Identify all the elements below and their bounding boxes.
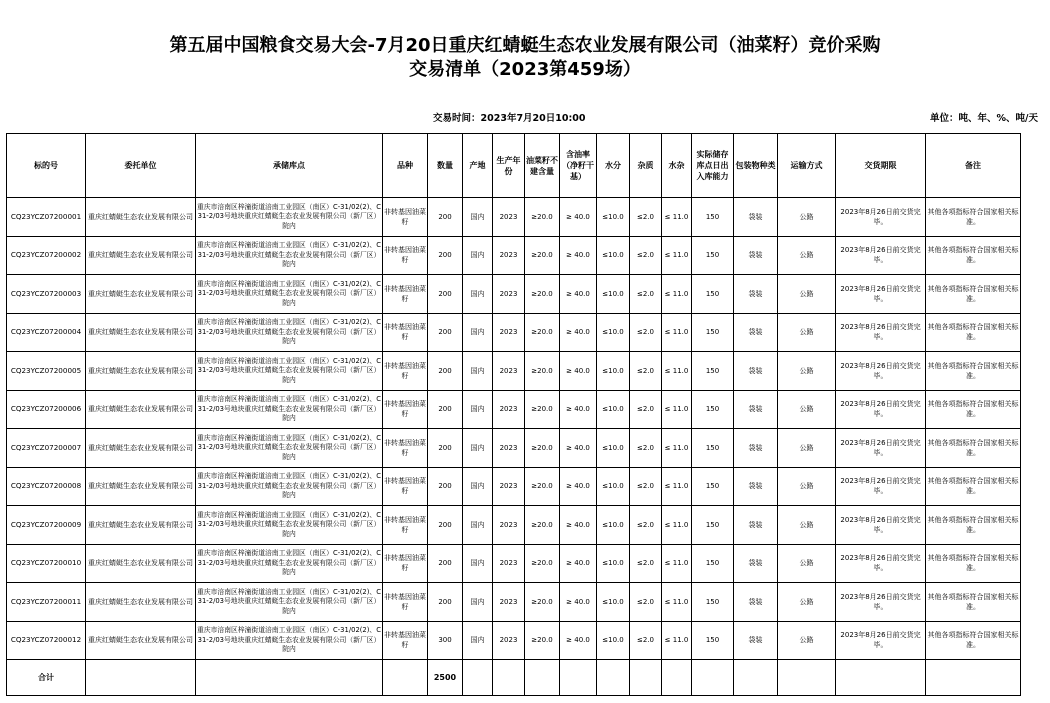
packaging-cell: 袋装: [734, 429, 778, 468]
packaging-cell: 袋装: [734, 390, 778, 429]
moisture-cell: ≤10.0: [597, 467, 630, 506]
lot-id-cell: CQ23YCZ07200003: [7, 275, 86, 314]
lot-id-cell: CQ23YCZ07200009: [7, 506, 86, 545]
variety-cell: 非转基因油菜籽: [383, 352, 428, 391]
table-row: [7, 467, 1021, 506]
qty-cell: 200: [428, 467, 463, 506]
moisture-cell: ≤10.0: [597, 621, 630, 660]
capacity-cell: 150: [692, 506, 734, 545]
impurity-cell: ≤2.0: [630, 313, 662, 352]
variety-cell: 非转基因油菜籽: [383, 236, 428, 275]
packaging-cell: 袋装: [734, 352, 778, 391]
erucic-cell: ≥20.0: [525, 390, 560, 429]
location-cell: 重庆市涪南区梓潼街道涪南工业园区（南区）C-31/02(2)、C31-2/03号地块重庆红蜻蜓生态农业发展有限公司（新厂区）院内: [196, 198, 383, 237]
erucic-cell: ≥20.0: [525, 236, 560, 275]
table-row: [7, 583, 1021, 622]
year-cell: 2023: [493, 198, 525, 237]
oil-content-cell: ≥ 40.0: [560, 313, 597, 352]
qty-cell: 300: [428, 621, 463, 660]
total-label: 合计: [7, 660, 86, 696]
transport-cell: 公路: [778, 275, 836, 314]
lot-id-cell: CQ23YCZ07200004: [7, 313, 86, 352]
origin-cell: 国内: [463, 236, 493, 275]
table-row: [7, 275, 1021, 314]
column-header: 水杂: [662, 134, 692, 198]
impurity-cell: ≤2.0: [630, 429, 662, 468]
year-cell: 2023: [493, 506, 525, 545]
empty-cell: [662, 660, 692, 696]
column-header: 运输方式: [778, 134, 836, 198]
packaging-cell: 袋装: [734, 313, 778, 352]
oil-content-cell: ≥ 40.0: [560, 275, 597, 314]
qty-cell: 200: [428, 544, 463, 583]
remark-cell: 其他各项指标符合国家相关标准。: [926, 621, 1021, 660]
client-cell: 重庆红蜻蜓生态农业发展有限公司: [86, 390, 196, 429]
qty-cell: 200: [428, 275, 463, 314]
deadline-cell: 2023年8月26日前交货完毕。: [836, 506, 926, 545]
remark-cell: 其他各项指标符合国家相关标准。: [926, 583, 1021, 622]
variety-cell: 非转基因油菜籽: [383, 506, 428, 545]
title-line-1: 第五届中国粮食交易大会-7月20日重庆红蜻蜓生态农业发展有限公司（油菜籽）竞价采购: [169, 35, 881, 56]
moisture-cell: ≤10.0: [597, 352, 630, 391]
column-header: 包装物种类: [734, 134, 778, 198]
impurity-cell: ≤2.0: [630, 583, 662, 622]
variety-cell: 非转基因油菜籽: [383, 198, 428, 237]
transport-cell: 公路: [778, 544, 836, 583]
unit-label: 单位：吨、年、%、吨/天: [930, 113, 1038, 124]
table-row: [7, 390, 1021, 429]
total-row: [7, 660, 1021, 696]
deadline-cell: 2023年8月26日前交货完毕。: [836, 583, 926, 622]
location-cell: 重庆市涪南区梓潼街道涪南工业园区（南区）C-31/02(2)、C31-2/03号地块重庆红蜻蜓生态农业发展有限公司（新厂区）院内: [196, 429, 383, 468]
empty-cell: [630, 660, 662, 696]
qty-cell: 200: [428, 236, 463, 275]
packaging-cell: 袋装: [734, 275, 778, 314]
oil-content-cell: ≥ 40.0: [560, 236, 597, 275]
location-cell: 重庆市涪南区梓潼街道涪南工业园区（南区）C-31/02(2)、C31-2/03号地块重庆红蜻蜓生态农业发展有限公司（新厂区）院内: [196, 390, 383, 429]
year-cell: 2023: [493, 544, 525, 583]
empty-cell: [86, 660, 196, 696]
total-qty: 2500: [428, 660, 463, 696]
column-header: 产地: [463, 134, 493, 198]
variety-cell: 非转基因油菜籽: [383, 313, 428, 352]
capacity-cell: 150: [692, 352, 734, 391]
capacity-cell: 150: [692, 198, 734, 237]
moisture-cell: ≤10.0: [597, 506, 630, 545]
empty-cell: [196, 660, 383, 696]
location-cell: 重庆市涪南区梓潼街道涪南工业园区（南区）C-31/02(2)、C31-2/03号地块重庆红蜻蜓生态农业发展有限公司（新厂区）院内: [196, 467, 383, 506]
transport-cell: 公路: [778, 467, 836, 506]
origin-cell: 国内: [463, 544, 493, 583]
origin-cell: 国内: [463, 429, 493, 468]
oil-content-cell: ≥ 40.0: [560, 583, 597, 622]
client-cell: 重庆红蜻蜓生态农业发展有限公司: [86, 313, 196, 352]
oil-content-cell: ≥ 40.0: [560, 544, 597, 583]
remark-cell: 其他各项指标符合国家相关标准。: [926, 198, 1021, 237]
capacity-cell: 150: [692, 236, 734, 275]
moisture-cell: ≤10.0: [597, 198, 630, 237]
packaging-cell: 袋装: [734, 506, 778, 545]
transport-cell: 公路: [778, 506, 836, 545]
location-cell: 重庆市涪南区梓潼街道涪南工业园区（南区）C-31/02(2)、C31-2/03号地块重庆红蜻蜓生态农业发展有限公司（新厂区）院内: [196, 313, 383, 352]
deadline-cell: 2023年8月26日前交货完毕。: [836, 313, 926, 352]
trade-table: [6, 133, 1021, 696]
impurity-cell: ≤2.0: [630, 198, 662, 237]
moisture-cell: ≤10.0: [597, 429, 630, 468]
client-cell: 重庆红蜻蜓生态农业发展有限公司: [86, 544, 196, 583]
transport-cell: 公路: [778, 621, 836, 660]
moisture-impurity-cell: ≤ 11.0: [662, 313, 692, 352]
impurity-cell: ≤2.0: [630, 544, 662, 583]
column-header: 杂质: [630, 134, 662, 198]
erucic-cell: ≥20.0: [525, 429, 560, 468]
deadline-cell: 2023年8月26日前交货完毕。: [836, 621, 926, 660]
deadline-cell: 2023年8月26日前交货完毕。: [836, 352, 926, 391]
year-cell: 2023: [493, 467, 525, 506]
lot-id-cell: CQ23YCZ07200007: [7, 429, 86, 468]
origin-cell: 国内: [463, 506, 493, 545]
column-header: 承储库点: [196, 134, 383, 198]
column-header: 实际储存库点日出入库能力: [692, 134, 734, 198]
qty-cell: 200: [428, 506, 463, 545]
impurity-cell: ≤2.0: [630, 390, 662, 429]
qty-cell: 200: [428, 198, 463, 237]
packaging-cell: 袋装: [734, 236, 778, 275]
packaging-cell: 袋装: [734, 544, 778, 583]
origin-cell: 国内: [463, 390, 493, 429]
moisture-cell: ≤10.0: [597, 313, 630, 352]
transport-cell: 公路: [778, 583, 836, 622]
erucic-cell: ≥20.0: [525, 352, 560, 391]
location-cell: 重庆市涪南区梓潼街道涪南工业园区（南区）C-31/02(2)、C31-2/03号地块重庆红蜻蜓生态农业发展有限公司（新厂区）院内: [196, 352, 383, 391]
remark-cell: 其他各项指标符合国家相关标准。: [926, 429, 1021, 468]
moisture-cell: ≤10.0: [597, 583, 630, 622]
column-header: 交货期限: [836, 134, 926, 198]
capacity-cell: 150: [692, 544, 734, 583]
page-title: [0, 34, 1050, 82]
impurity-cell: ≤2.0: [630, 352, 662, 391]
table-row: [7, 429, 1021, 468]
empty-cell: [597, 660, 630, 696]
packaging-cell: 袋装: [734, 198, 778, 237]
location-cell: 重庆市涪南区梓潼街道涪南工业园区（南区）C-31/02(2)、C31-2/03号地块重庆红蜻蜓生态农业发展有限公司（新厂区）院内: [196, 275, 383, 314]
variety-cell: 非转基因油菜籽: [383, 583, 428, 622]
deadline-cell: 2023年8月26日前交货完毕。: [836, 236, 926, 275]
transport-cell: 公路: [778, 313, 836, 352]
moisture-impurity-cell: ≤ 11.0: [662, 467, 692, 506]
lot-id-cell: CQ23YCZ07200008: [7, 467, 86, 506]
transport-cell: 公路: [778, 352, 836, 391]
year-cell: 2023: [493, 275, 525, 314]
packaging-cell: 袋装: [734, 467, 778, 506]
location-cell: 重庆市涪南区梓潼街道涪南工业园区（南区）C-31/02(2)、C31-2/03号地块重庆红蜻蜓生态农业发展有限公司（新厂区）院内: [196, 621, 383, 660]
location-cell: 重庆市涪南区梓潼街道涪南工业园区（南区）C-31/02(2)、C31-2/03号地块重庆红蜻蜓生态农业发展有限公司（新厂区）院内: [196, 544, 383, 583]
oil-content-cell: ≥ 40.0: [560, 352, 597, 391]
year-cell: 2023: [493, 313, 525, 352]
moisture-impurity-cell: ≤ 11.0: [662, 390, 692, 429]
empty-cell: [493, 660, 525, 696]
variety-cell: 非转基因油菜籽: [383, 544, 428, 583]
moisture-impurity-cell: ≤ 11.0: [662, 429, 692, 468]
variety-cell: 非转基因油菜籽: [383, 621, 428, 660]
variety-cell: 非转基因油菜籽: [383, 467, 428, 506]
remark-cell: 其他各项指标符合国家相关标准。: [926, 467, 1021, 506]
moisture-cell: ≤10.0: [597, 236, 630, 275]
table-row: [7, 198, 1021, 237]
lot-id-cell: CQ23YCZ07200002: [7, 236, 86, 275]
remark-cell: 其他各项指标符合国家相关标准。: [926, 236, 1021, 275]
moisture-impurity-cell: ≤ 11.0: [662, 506, 692, 545]
impurity-cell: ≤2.0: [630, 467, 662, 506]
empty-cell: [734, 660, 778, 696]
remark-cell: 其他各项指标符合国家相关标准。: [926, 313, 1021, 352]
erucic-cell: ≥20.0: [525, 313, 560, 352]
erucic-cell: ≥20.0: [525, 583, 560, 622]
packaging-cell: 袋装: [734, 621, 778, 660]
qty-cell: 200: [428, 313, 463, 352]
table-row: [7, 621, 1021, 660]
transport-cell: 公路: [778, 198, 836, 237]
empty-cell: [836, 660, 926, 696]
client-cell: 重庆红蜻蜓生态农业发展有限公司: [86, 275, 196, 314]
empty-cell: [778, 660, 836, 696]
capacity-cell: 150: [692, 390, 734, 429]
variety-cell: 非转基因油菜籽: [383, 275, 428, 314]
year-cell: 2023: [493, 429, 525, 468]
column-header: 生产年份: [493, 134, 525, 198]
deadline-cell: 2023年8月26日前交货完毕。: [836, 275, 926, 314]
moisture-cell: ≤10.0: [597, 544, 630, 583]
lot-id-cell: CQ23YCZ07200012: [7, 621, 86, 660]
lot-id-cell: CQ23YCZ07200005: [7, 352, 86, 391]
erucic-cell: ≥20.0: [525, 275, 560, 314]
empty-cell: [560, 660, 597, 696]
header-row: [7, 134, 1021, 198]
origin-cell: 国内: [463, 467, 493, 506]
title-line-2: 交易清单（2023第459场）: [409, 59, 641, 80]
variety-cell: 非转基因油菜籽: [383, 390, 428, 429]
column-header: 水分: [597, 134, 630, 198]
erucic-cell: ≥20.0: [525, 621, 560, 660]
origin-cell: 国内: [463, 352, 493, 391]
column-header: 品种: [383, 134, 428, 198]
moisture-impurity-cell: ≤ 11.0: [662, 352, 692, 391]
year-cell: 2023: [493, 621, 525, 660]
year-cell: 2023: [493, 236, 525, 275]
qty-cell: 200: [428, 583, 463, 622]
qty-cell: 200: [428, 352, 463, 391]
client-cell: 重庆红蜻蜓生态农业发展有限公司: [86, 583, 196, 622]
column-header: 含油率（净籽干基）: [560, 134, 597, 198]
trade-time: 交易时间：2023年7月20日10:00: [433, 113, 586, 124]
moisture-impurity-cell: ≤ 11.0: [662, 621, 692, 660]
column-header: 油菜籽不建含量: [525, 134, 560, 198]
moisture-impurity-cell: ≤ 11.0: [662, 544, 692, 583]
origin-cell: 国内: [463, 275, 493, 314]
oil-content-cell: ≥ 40.0: [560, 506, 597, 545]
year-cell: 2023: [493, 390, 525, 429]
qty-cell: 200: [428, 429, 463, 468]
packaging-cell: 袋装: [734, 583, 778, 622]
remark-cell: 其他各项指标符合国家相关标准。: [926, 275, 1021, 314]
client-cell: 重庆红蜻蜓生态农业发展有限公司: [86, 506, 196, 545]
lot-id-cell: CQ23YCZ07200011: [7, 583, 86, 622]
table-row: [7, 313, 1021, 352]
oil-content-cell: ≥ 40.0: [560, 467, 597, 506]
client-cell: 重庆红蜻蜓生态农业发展有限公司: [86, 467, 196, 506]
erucic-cell: ≥20.0: [525, 506, 560, 545]
erucic-cell: ≥20.0: [525, 544, 560, 583]
moisture-impurity-cell: ≤ 11.0: [662, 275, 692, 314]
impurity-cell: ≤2.0: [630, 236, 662, 275]
year-cell: 2023: [493, 583, 525, 622]
deadline-cell: 2023年8月26日前交货完毕。: [836, 429, 926, 468]
moisture-cell: ≤10.0: [597, 390, 630, 429]
empty-cell: [692, 660, 734, 696]
table-body: [7, 198, 1021, 696]
client-cell: 重庆红蜻蜓生态农业发展有限公司: [86, 621, 196, 660]
impurity-cell: ≤2.0: [630, 506, 662, 545]
origin-cell: 国内: [463, 198, 493, 237]
moisture-impurity-cell: ≤ 11.0: [662, 198, 692, 237]
origin-cell: 国内: [463, 583, 493, 622]
erucic-cell: ≥20.0: [525, 198, 560, 237]
table-row: [7, 506, 1021, 545]
column-header: 备注: [926, 134, 1021, 198]
location-cell: 重庆市涪南区梓潼街道涪南工业园区（南区）C-31/02(2)、C31-2/03号地块重庆红蜻蜓生态农业发展有限公司（新厂区）院内: [196, 583, 383, 622]
capacity-cell: 150: [692, 621, 734, 660]
column-header: 委托单位: [86, 134, 196, 198]
location-cell: 重庆市涪南区梓潼街道涪南工业园区（南区）C-31/02(2)、C31-2/03号地块重庆红蜻蜓生态农业发展有限公司（新厂区）院内: [196, 236, 383, 275]
column-header: 数量: [428, 134, 463, 198]
table-row: [7, 544, 1021, 583]
remark-cell: 其他各项指标符合国家相关标准。: [926, 544, 1021, 583]
remark-cell: 其他各项指标符合国家相关标准。: [926, 352, 1021, 391]
oil-content-cell: ≥ 40.0: [560, 198, 597, 237]
capacity-cell: 150: [692, 583, 734, 622]
erucic-cell: ≥20.0: [525, 467, 560, 506]
table-row: [7, 236, 1021, 275]
capacity-cell: 150: [692, 429, 734, 468]
capacity-cell: 150: [692, 467, 734, 506]
impurity-cell: ≤2.0: [630, 621, 662, 660]
moisture-impurity-cell: ≤ 11.0: [662, 236, 692, 275]
year-cell: 2023: [493, 352, 525, 391]
deadline-cell: 2023年8月26日前交货完毕。: [836, 544, 926, 583]
client-cell: 重庆红蜻蜓生态农业发展有限公司: [86, 352, 196, 391]
empty-cell: [383, 660, 428, 696]
deadline-cell: 2023年8月26日前交货完毕。: [836, 467, 926, 506]
deadline-cell: 2023年8月26日前交货完毕。: [836, 390, 926, 429]
empty-cell: [926, 660, 1021, 696]
remark-cell: 其他各项指标符合国家相关标准。: [926, 506, 1021, 545]
empty-cell: [525, 660, 560, 696]
qty-cell: 200: [428, 390, 463, 429]
client-cell: 重庆红蜻蜓生态农业发展有限公司: [86, 236, 196, 275]
table-row: [7, 352, 1021, 391]
lot-id-cell: CQ23YCZ07200010: [7, 544, 86, 583]
deadline-cell: 2023年8月26日前交货完毕。: [836, 198, 926, 237]
capacity-cell: 150: [692, 313, 734, 352]
transport-cell: 公路: [778, 236, 836, 275]
transport-cell: 公路: [778, 429, 836, 468]
empty-cell: [463, 660, 493, 696]
lot-id-cell: CQ23YCZ07200001: [7, 198, 86, 237]
location-cell: 重庆市涪南区梓潼街道涪南工业园区（南区）C-31/02(2)、C31-2/03号地块重庆红蜻蜓生态农业发展有限公司（新厂区）院内: [196, 506, 383, 545]
impurity-cell: ≤2.0: [630, 275, 662, 314]
remark-cell: 其他各项指标符合国家相关标准。: [926, 390, 1021, 429]
transport-cell: 公路: [778, 390, 836, 429]
client-cell: 重庆红蜻蜓生态农业发展有限公司: [86, 429, 196, 468]
oil-content-cell: ≥ 40.0: [560, 429, 597, 468]
variety-cell: 非转基因油菜籽: [383, 429, 428, 468]
capacity-cell: 150: [692, 275, 734, 314]
moisture-impurity-cell: ≤ 11.0: [662, 583, 692, 622]
moisture-cell: ≤10.0: [597, 275, 630, 314]
column-header: 标的号: [7, 134, 86, 198]
lot-id-cell: CQ23YCZ07200006: [7, 390, 86, 429]
origin-cell: 国内: [463, 621, 493, 660]
oil-content-cell: ≥ 40.0: [560, 390, 597, 429]
origin-cell: 国内: [463, 313, 493, 352]
oil-content-cell: ≥ 40.0: [560, 621, 597, 660]
client-cell: 重庆红蜻蜓生态农业发展有限公司: [86, 198, 196, 237]
